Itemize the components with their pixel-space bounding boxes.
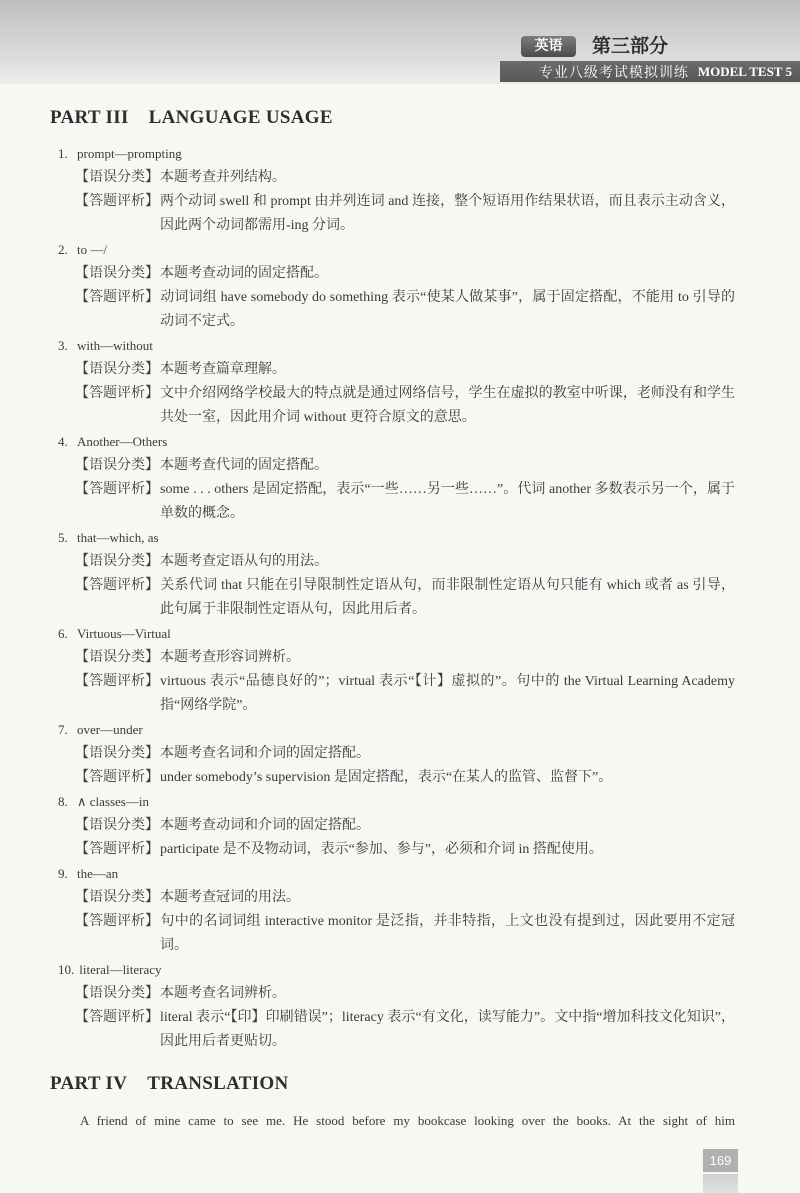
error-category — [75, 982, 735, 1006]
item-answer: Another—Others — [77, 434, 168, 449]
category-label: 【语误分类】 — [75, 650, 159, 665]
section-part-number: PART III — [50, 107, 129, 128]
category-label: 【语误分类】 — [75, 890, 159, 905]
answer-item — [0, 430, 800, 526]
answer-analysis — [75, 574, 735, 622]
error-category — [75, 886, 735, 910]
answer-analysis — [75, 1006, 735, 1054]
error-category — [75, 814, 735, 838]
answer-item — [0, 790, 800, 862]
analysis-text: virtuous 表示“品德良好的”；virtual 表示“【计】虚拟的”。句中的 the Virtual Learning Academy 指“网络学院”。 — [160, 674, 735, 713]
error-category — [75, 550, 735, 574]
item-heading — [0, 958, 800, 982]
analysis-label: 【答题评析】 — [75, 194, 159, 209]
item-answer: literal—literacy — [79, 962, 162, 977]
item-heading — [0, 862, 800, 886]
category-text: 本题考查定语从句的用法。 — [160, 554, 328, 569]
answer-analysis — [75, 766, 735, 790]
analysis-label: 【答题评析】 — [75, 482, 159, 497]
answer-item — [0, 862, 800, 958]
answer-item — [0, 142, 800, 238]
analysis-text: 两个动词 swell 和 prompt 由并列连词 and 连接，整个短语用作结果状语，而且表示主动含义，因此两个动词都需用-ing 分词。 — [160, 194, 735, 233]
error-category — [75, 262, 735, 286]
item-heading — [0, 718, 800, 742]
category-text: 本题考查动词的固定搭配。 — [160, 266, 328, 281]
analysis-label: 【答题评析】 — [75, 1010, 159, 1025]
analysis-label: 【答题评析】 — [75, 674, 159, 689]
analysis-text: under somebody’s supervision 是固定搭配，表示“在某人的监管、监督下”。 — [160, 770, 613, 785]
item-answer: with—without — [77, 338, 153, 353]
category-label: 【语误分类】 — [75, 266, 159, 281]
analysis-label: 【答题评析】 — [75, 290, 159, 305]
analysis-label: 【答题评析】 — [75, 914, 159, 929]
category-label: 【语误分类】 — [75, 458, 159, 473]
section-title-translation — [50, 1071, 800, 1097]
category-text: 本题考查形容词辨析。 — [160, 650, 300, 665]
category-text: 本题考查名词辨析。 — [160, 986, 286, 1001]
analysis-text: 关系代词 that 只能在引导限制性定语从句，而非限制性定语从句只能有 which 或者 as 引导，此句属于非限制性定语从句，因此用后者。 — [160, 578, 735, 617]
item-answer: ∧ classes—in — [77, 794, 149, 809]
section-name: LANGUAGE USAGE — [148, 107, 333, 128]
page-edge-tab — [703, 1174, 738, 1193]
answer-item — [0, 622, 800, 718]
item-number: 4. — [58, 434, 68, 449]
error-category — [75, 166, 735, 190]
item-answer: the—an — [77, 866, 119, 881]
item-heading — [0, 142, 800, 166]
category-label: 【语误分类】 — [75, 554, 159, 569]
answer-item — [0, 334, 800, 430]
answer-analysis — [75, 190, 735, 238]
item-heading — [0, 238, 800, 262]
analysis-text: 文中介绍网络学校最大的特点就是通过网络信号，学生在虚拟的教室中听课，老师没有和学生共处一室，因此用介词 without 更符合原文的意思。 — [160, 386, 735, 425]
analysis-label: 【答题评析】 — [75, 770, 159, 785]
test-strip — [500, 61, 800, 82]
analysis-label: 【答题评析】 — [75, 386, 159, 401]
category-text: 本题考查动词和介词的固定搭配。 — [160, 818, 370, 833]
category-label: 【语误分类】 — [75, 170, 159, 185]
analysis-label: 【答题评析】 — [75, 578, 159, 593]
item-answer: prompt—prompting — [77, 146, 182, 161]
analysis-label: 【答题评析】 — [75, 842, 159, 857]
page-content — [0, 105, 800, 1133]
category-text: 本题考查冠词的用法。 — [160, 890, 300, 905]
error-category — [75, 358, 735, 382]
category-text: 本题考查并列结构。 — [160, 170, 286, 185]
section-part-number: PART IV — [50, 1073, 128, 1094]
item-heading — [0, 790, 800, 814]
subject-badge: 英语 — [521, 36, 576, 57]
answer-item — [0, 238, 800, 334]
item-number: 3. — [58, 338, 68, 353]
section-name: TRANSLATION — [147, 1073, 289, 1094]
answer-analysis — [75, 382, 735, 430]
answer-item — [0, 958, 800, 1054]
item-number: 2. — [58, 242, 68, 257]
analysis-text: 句中的名词词组 interactive monitor 是泛指，并非特指，上文也没有提到过，因此要用不定冠词。 — [160, 914, 735, 953]
item-number: 6. — [58, 626, 68, 641]
analysis-text: some . . . others 是固定搭配，表示“一些……另一些……”。代词 another 多数表示另一个，属于单数的概念。 — [160, 482, 735, 521]
error-category — [75, 742, 735, 766]
answer-analysis — [75, 286, 735, 334]
analysis-text: 动词词组 have somebody do something 表示“使某人做某事”，属于固定搭配，不能用 to 引导的动词不定式。 — [160, 290, 735, 329]
item-answer: over—under — [77, 722, 143, 737]
item-heading — [0, 334, 800, 358]
analysis-text: participate 是不及物动词，表示“参加、参与”，必须和介词 in 搭配使用。 — [160, 842, 603, 857]
item-number: 7. — [58, 722, 68, 737]
item-number: 5. — [58, 530, 68, 545]
analysis-text: literal 表示“【印】印刷错误”；literacy 表示“有文化，读写能力”。文中指“增加科技文化知识”，因此用后者更贴切。 — [160, 1010, 735, 1049]
item-number: 9. — [58, 866, 68, 881]
strip-chinese-title: 专业八级考试模拟训练 — [538, 65, 689, 81]
item-answer: to —/ — [77, 242, 107, 257]
item-heading — [0, 622, 800, 646]
item-heading — [0, 430, 800, 454]
category-label: 【语误分类】 — [75, 818, 159, 833]
translation-paragraph: A friend of mine came to see me. He stood before my bookcase looking over the books. At the sight of him — [80, 1113, 735, 1128]
answer-key-list — [0, 142, 800, 1054]
answer-analysis — [75, 838, 735, 862]
section-title-language-usage — [50, 105, 800, 131]
category-text: 本题考查名词和介词的固定搭配。 — [160, 746, 370, 761]
category-label: 【语误分类】 — [75, 986, 159, 1001]
category-label: 【语误分类】 — [75, 746, 159, 761]
page-number: 169 — [703, 1149, 738, 1172]
answer-item — [0, 718, 800, 790]
item-number: 8. — [58, 794, 68, 809]
header-band — [0, 0, 800, 62]
answer-item — [0, 526, 800, 622]
category-label: 【语误分类】 — [75, 362, 159, 377]
answer-analysis — [75, 670, 735, 718]
answer-analysis — [75, 910, 735, 958]
strip-test-name: MODEL TEST 5 — [697, 63, 792, 79]
item-number: 1. — [58, 146, 68, 161]
error-category — [75, 646, 735, 670]
category-text: 本题考查代词的固定搭配。 — [160, 458, 328, 473]
error-category — [75, 454, 735, 478]
item-answer: Virtuous—Virtual — [77, 626, 171, 641]
part-title: 第三部分 — [592, 35, 669, 57]
item-number: 10. — [58, 962, 75, 977]
item-heading — [0, 526, 800, 550]
item-answer: that—which, as — [77, 530, 159, 545]
category-text: 本题考查篇章理解。 — [160, 362, 286, 377]
answer-analysis — [75, 478, 735, 526]
